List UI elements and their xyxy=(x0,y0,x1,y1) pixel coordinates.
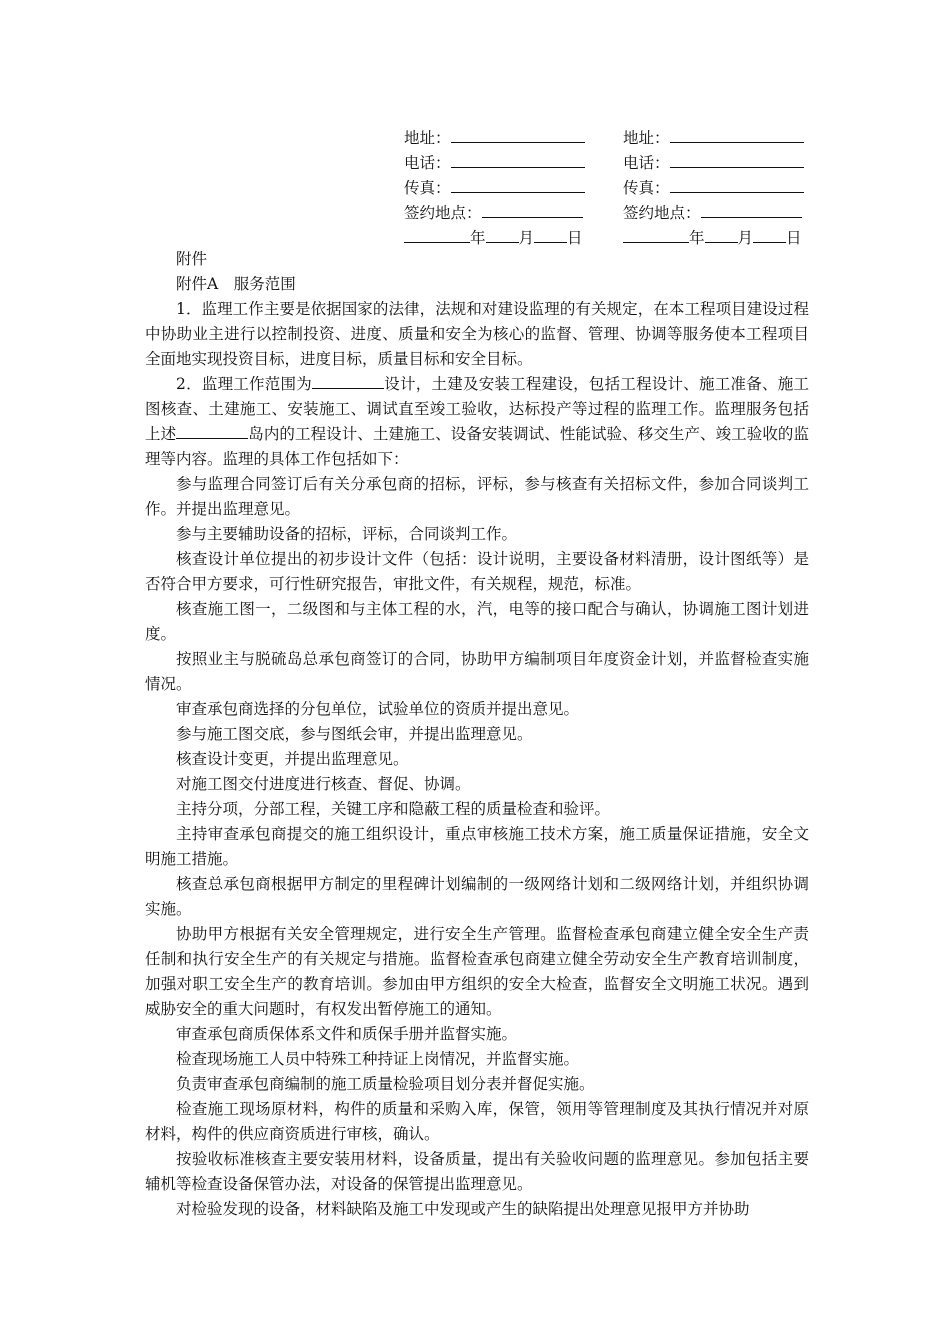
address-blank xyxy=(451,125,585,143)
phone-blank xyxy=(670,150,804,168)
fax-row xyxy=(404,175,585,200)
address-label: 地址： xyxy=(404,129,451,147)
item-2-part-1: 2．监理工作范围为 xyxy=(176,375,313,393)
year-label: 年 xyxy=(689,229,705,247)
attachment-heading: 附件 xyxy=(176,250,208,268)
place-blank xyxy=(482,200,583,218)
address-blank xyxy=(670,125,804,143)
attachment-subheading: 附件A 服务范围 xyxy=(176,275,296,293)
address-row xyxy=(404,125,585,150)
day-label: 日 xyxy=(567,229,583,247)
place-label: 签约地点： xyxy=(623,204,701,222)
item-2-part-3: 岛内的工程设计、土建施工、设备安装调试、性能试验、移交生产、竣工验收的监理等内容。监理的具体工作包括如下： xyxy=(145,425,809,468)
work-item-paragraph: 按照业主与脱硫岛总承包商签订的合同，协助甲方编制项目年度资金计划，并监督检查实施情况。 xyxy=(145,650,809,693)
phone-label: 电话： xyxy=(623,154,670,172)
work-item-paragraph: 核查施工图一，二级图和与主体工程的水，汽，电等的接口配合与确认，协调施工图计划进度。 xyxy=(145,600,809,643)
address-row xyxy=(623,125,804,150)
work-item-paragraph: 审查承包商选择的分包单位，试验单位的资质并提出意见。 xyxy=(176,700,580,718)
work-item-paragraph: 对检验发现的设备，材料缺陷及施工中发现或产生的缺陷提出处理意见报甲方并协助 xyxy=(176,1200,750,1218)
place-label: 签约地点： xyxy=(404,204,482,222)
phone-row xyxy=(404,150,585,175)
item-2-paragraph xyxy=(145,372,809,472)
work-item-paragraph: 检查施工现场原材料，构件的质量和采购入库，保管，领用等管理制度及其执行情况并对原材料，构件的供应商资质进行审核，确认。 xyxy=(145,1100,809,1143)
place-blank xyxy=(701,200,802,218)
phone-row xyxy=(623,150,804,175)
fax-blank xyxy=(670,175,804,193)
day-label: 日 xyxy=(786,229,802,247)
year-blank xyxy=(623,225,689,243)
work-item-paragraph: 检查现场施工人员中特殊工种持证上岗情况，并监督实施。 xyxy=(176,1050,580,1068)
item-1-paragraph: 1．监理工作主要是依据国家的法律，法规和对建设监理的有关规定，在本工程项目建设过程中协助业主进行以控制投资、进度、质量和安全为核心的监督、管理、协调等服务使本工程项目全面地实现投资目标，进度目标，质量目标和安全目标。 xyxy=(145,300,809,368)
fax-label: 传真： xyxy=(404,179,451,197)
work-item-paragraph: 核查总承包商根据甲方制定的里程碑计划编制的一级网络计划和二级网络计划，并组织协调实施。 xyxy=(145,875,809,918)
work-item-paragraph: 参与主要辅助设备的招标，评标，合同谈判工作。 xyxy=(176,525,518,543)
month-blank xyxy=(486,225,519,243)
month-label: 月 xyxy=(518,229,535,247)
year-label: 年 xyxy=(470,229,486,247)
day-blank xyxy=(534,225,567,243)
attachment-body xyxy=(145,247,809,1222)
item-2-part-2: 设计，土建及安装工程建设，包括工程设计、施工准备、施工图核查、土建施工、安装施工、调试直至竣工验收，达标投产等过程的监理工作。监理服务包括上述 xyxy=(145,375,809,443)
fax-blank xyxy=(451,175,585,193)
phone-blank xyxy=(451,150,585,168)
work-item-paragraph: 按验收标准核查主要安装用材料，设备质量，提出有关验收问题的监理意见。参加包括主要辅机等检查设备保管办法，对设备的保管提出监理意见。 xyxy=(145,1150,809,1193)
day-blank xyxy=(753,225,786,243)
work-item-paragraph: 对施工图交付进度进行核查、督促、协调。 xyxy=(176,775,471,793)
work-item-paragraph: 主持审查承包商提交的施工组织设计，重点审核施工技术方案，施工质量保证措施，安全文明施工措施。 xyxy=(145,825,809,868)
place-row xyxy=(623,200,804,225)
signature-block-right xyxy=(623,125,804,250)
place-row xyxy=(404,200,585,225)
signature-block-left xyxy=(404,125,585,250)
island-blank xyxy=(176,422,248,439)
month-label: 月 xyxy=(737,229,754,247)
work-item-paragraph: 参与施工图交底，参与图纸会审，并提出监理意见。 xyxy=(176,725,533,743)
fax-row xyxy=(623,175,804,200)
work-item-paragraph: 主持分项，分部工程，关键工序和隐蔽工程的质量检查和验评。 xyxy=(176,800,611,818)
address-label: 地址： xyxy=(623,129,670,147)
work-item-paragraph: 核查设计变更，并提出监理意见。 xyxy=(176,750,409,768)
month-blank xyxy=(705,225,738,243)
work-item-paragraph: 参与监理合同签订后有关分承包商的招标，评标，参与核查有关招标文件，参加合同谈判工作。并提出监理意见。 xyxy=(145,475,809,518)
year-blank xyxy=(404,225,470,243)
work-item-paragraph: 负责审查承包商编制的施工质量检验项目划分表并督促实施。 xyxy=(176,1075,595,1093)
scope-blank xyxy=(312,372,384,389)
phone-label: 电话： xyxy=(404,154,451,172)
work-item-paragraph: 协助甲方根据有关安全管理规定，进行安全生产管理。监督检查承包商建立健全安全生产责任制和执行安全生产的有关规定与措施。监督检查承包商建立健全劳动安全生产教育培训制度，加强对职工安全生产的教育培训。参加由甲方组织的安全大检查，监督安全文明施工状况。遇到威胁安全的重大问题时，有权发出暂停施工的通知。 xyxy=(145,925,809,1018)
work-item-paragraph: 审查承包商质保体系文件和质保手册并监督实施。 xyxy=(176,1025,518,1043)
work-item-paragraph: 核查设计单位提出的初步设计文件（包括：设计说明，主要设备材料清册，设计图纸等）是否符合甲方要求，可行性研究报告，审批文件，有关规程，规范，标准。 xyxy=(145,550,809,593)
fax-label: 传真： xyxy=(623,179,670,197)
